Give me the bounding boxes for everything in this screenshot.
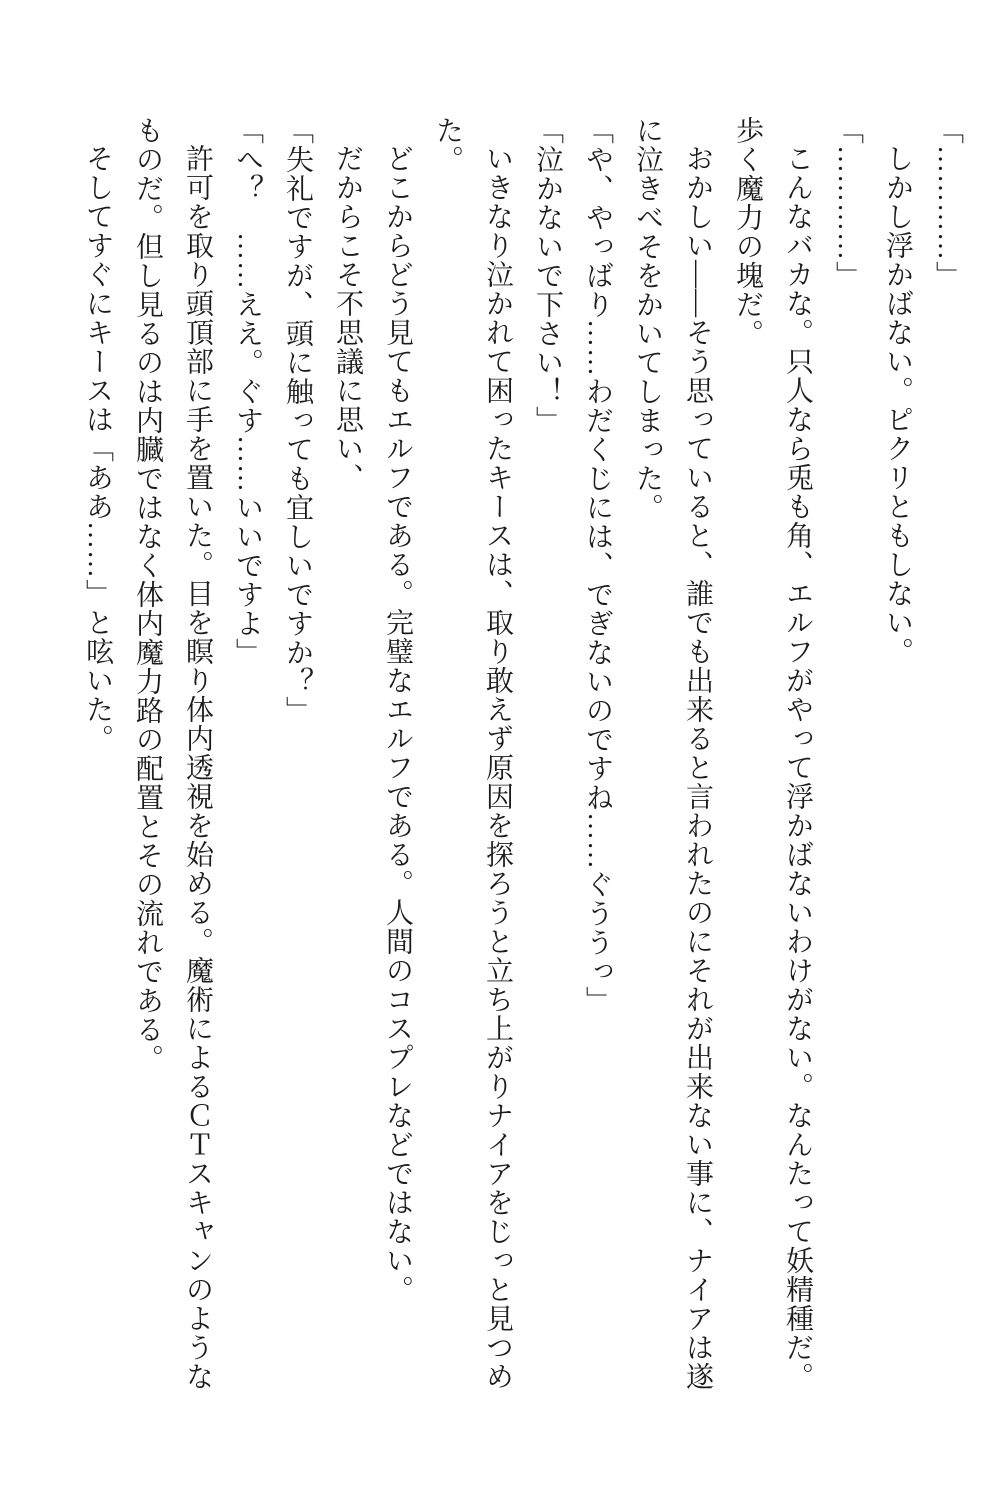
novel-text-area xyxy=(72,116,972,1404)
paragraph-14: そしてすぐにキースは「ああ……」と呟いた。 xyxy=(82,144,113,753)
paragraph-12: 「へ？ ……ええ。ぐす……いいですよ」 xyxy=(232,116,263,667)
paragraph-9: どこからどう見てもエルフである。完璧なエルフである。人間のコスプレなどではない。 xyxy=(382,144,413,1304)
paragraph-13: 許可を取り頭頂部に手を置いた。目を瞑り体内透視を始める。魔術によるＣＴスキャンのようなものだ。但し見るのは内臓ではなく体内魔力路の配置とその流れである。 xyxy=(132,116,213,1391)
paragraph-7: 「泣かないで下さい！」 xyxy=(532,116,563,435)
paragraph-3: 「…………」 xyxy=(832,116,863,290)
paragraph-5: おかしい――そう思っていると、誰でも出来ると言われたのにそれが出来ない事に、ナイアは遂に泣きべそをかいてしまった。 xyxy=(632,116,713,1391)
paragraph-4: こんなバカな。只人なら兎も角、エルフがやって浮かばないわけがない。なんたって妖精種だ。歩く魔力の塊だ。 xyxy=(732,116,813,1391)
paragraph-10: だからこそ不思議に思い、 xyxy=(332,144,363,492)
paragraph-2: しかし浮かばない。ピクリともしない。 xyxy=(882,144,913,666)
paragraph-1: 「…………」 xyxy=(932,116,963,290)
paragraph-6: 「や、やっばり……わだくじには、でぎないのですね……ぐううっ」 xyxy=(582,116,613,1015)
paragraph-8: いきなり泣かれて困ったキースは、取り敢えず原因を探ろうと立ち上がりナイアをじっと見つめた。 xyxy=(432,116,513,1391)
paragraph-11: 「失礼ですが、頭に触っても宜しいですか？」 xyxy=(282,116,313,725)
